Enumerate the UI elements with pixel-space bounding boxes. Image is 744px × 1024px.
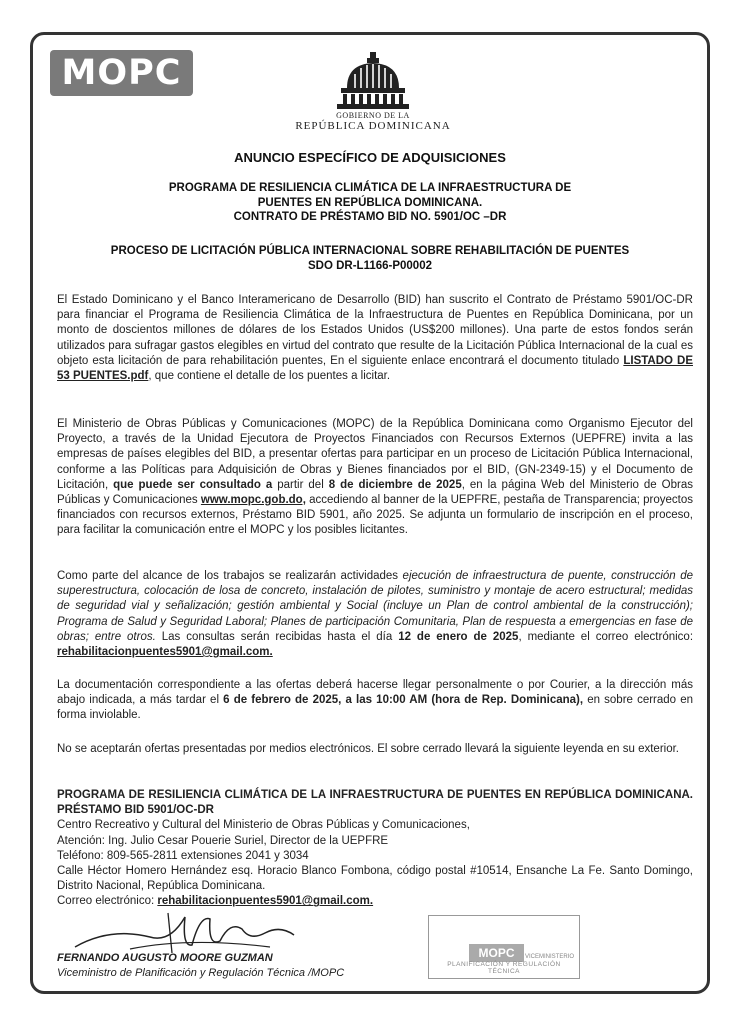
paragraph-no-electronic: No se aceptarán ofertas presentadas por medios electrónicos. El sobre cerrado llevará la siguiente leyenda en su exterior. xyxy=(57,743,679,755)
paragraph-intro: El Estado Dominicano y el Banco Interamericano de Desarrollo (BID) han suscrito el Contrato de Préstamo 5901/OC-DR para financiar el Programa de Resiliencia Climática de la Infraestructura de Puentes en República Dominicana, por un monto de doscientos millones de dólares de los Estados Unidos (US$200 millones). Una parte de estos fondos serán utilizados para sufragar gastos elegibles en virtud del contrato que resulte de la Licitación Pública Internacional de la cual es objeto esta licitación de para rehabilitación puentes, En el siguiente enlace encontrará el documento titulado LISTADO DE 53 PUENTES.pdf, que contiene el detalle de los puentes a licitar. xyxy=(57,294,693,383)
contact-email-link[interactable]: rehabilitacionpuentes5901@gmail.com. xyxy=(57,646,273,659)
government-emblem xyxy=(295,52,451,142)
mopc-website-link[interactable]: www.mopc.gob.do, xyxy=(200,494,306,507)
paragraph-scope: Como parte del alcance de los trabajos se realizarán actividades ejecución de infraestructura de puente, construcción de superestructura, colocación de losa de concreto, instalación de pilotes, suministro y montaje de acero estructural; medidas de seguridad vial y señalización; gestión ambiental y Social (incluye un Plan de control ambiental de la construcción); Programa de Salud y Seguridad Laboral; Planes de participación Comunitaria, Plan de respuesta a emergencias en fase de obras; entre otros. Las consultas serán recibidas hasta el día 12 de enero de 2025, mediante el correo electrónico: rehabilitacionpuentes5901@gmail.com. xyxy=(57,570,694,659)
signatory-role: Viceministro de Planificación y Regulación Técnica /MOPC xyxy=(57,967,345,979)
page-title: ANUNCIO ESPECÍFICO DE ADQUISICIONES xyxy=(234,150,506,165)
official-stamp: MOPC VICEMINISTERIO PLANIFICACIÓN Y REGULACIÓN TÉCNICA xyxy=(428,915,580,979)
delivery-address: PROGRAMA DE RESILIENCIA CLIMÁTICA DE LA INFRAESTRUCTURA DE PUENTES EN REPÚBLICA DOMINICANA. PRÉSTAMO BID 5901/OC-DR Centro Recreativo y Cultural del Ministerio de Obras Públicas y Comunicaciones, Atención: Ing. Julio Cesar Pouerie Suriel, Director de la UEPFRE Teléfono: 809-565-2811 extensiones 2041 y 3034 Calle Héctor Homero Hernández esq. Horacio Blanco Fombona, código postal #10514, Ensanche La Fe. Santo Domingo, Distrito Nacional, República Dominicana. Correo electrónico: rehabilitacionpuentes5901@gmail.com. xyxy=(57,789,693,908)
address-email-link[interactable]: rehabilitacionpuentes5901@gmail.com. xyxy=(157,895,374,908)
process-heading: PROCESO DE LICITACIÓN PÚBLICA INTERNACIONAL SOBRE REHABILITACIÓN DE PUENTES SDO DR-L1166-P00002 xyxy=(110,245,630,272)
signatory-name: FERNANDO AUGUSTO MOORE GUZMAN xyxy=(57,952,273,964)
capitol-dome-icon xyxy=(333,52,413,110)
bridges-list-link[interactable]: LISTADO DE 53 PUENTES.pdf xyxy=(57,354,693,383)
paragraph-invitation: El Ministerio de Obras Públicas y Comunicaciones (MOPC) de la República Dominicana como Organismo Ejecutor del Proyecto, a través de la Unidad Ejecutora de Proyectos Financiados con Recursos Externos (UEPFRE) invita a las empresas de países elegibles del BID, a presentar ofertas para participar en un proceso de Licitación Pública Internacional, conforme a las Políticas para Adquisición de Obras y Bienes financiados por el BID, (GN-2349-15) y el Documento de Licitación, que puede ser consultado a partir del 8 de diciembre de 2025, en la página Web del Ministerio de Obras Públicas y Comunicaciones www.mopc.gob.do, accediendo al banner de la UEPFRE, pestaña de Transparencia; proyectos financiados con recursos externos, Préstamo BID 5901, año 2025. Se adjunta un formulario de inscripción en el proceso, para facilitar la comunicación entre el MOPC y los posibles licitantes. xyxy=(57,418,693,537)
gov-line-1: GOBIERNO DE LA xyxy=(336,111,410,120)
mopc-logo: MOPC xyxy=(50,50,193,96)
program-heading: PROGRAMA DE RESILIENCIA CLIMÁTICA DE LA INFRAESTRUCTURA DE PUENTES EN REPÚBLICA DOMINICANA. CONTRATO DE PRÉSTAMO BID NO. 5901/OC –DR xyxy=(168,182,572,223)
gov-line-2: REPÚBLICA DOMINICANA xyxy=(295,120,451,132)
paragraph-deadline: La documentación correspondiente a las ofertas deberá hacerse llegar personalmente o por Courier, a la dirección más abajo indicada, a más tardar el 6 de febrero de 2025, a las 10:00 AM (hora de Rep. Dominicana), en sobre cerrado en forma inviolable. xyxy=(57,679,693,722)
